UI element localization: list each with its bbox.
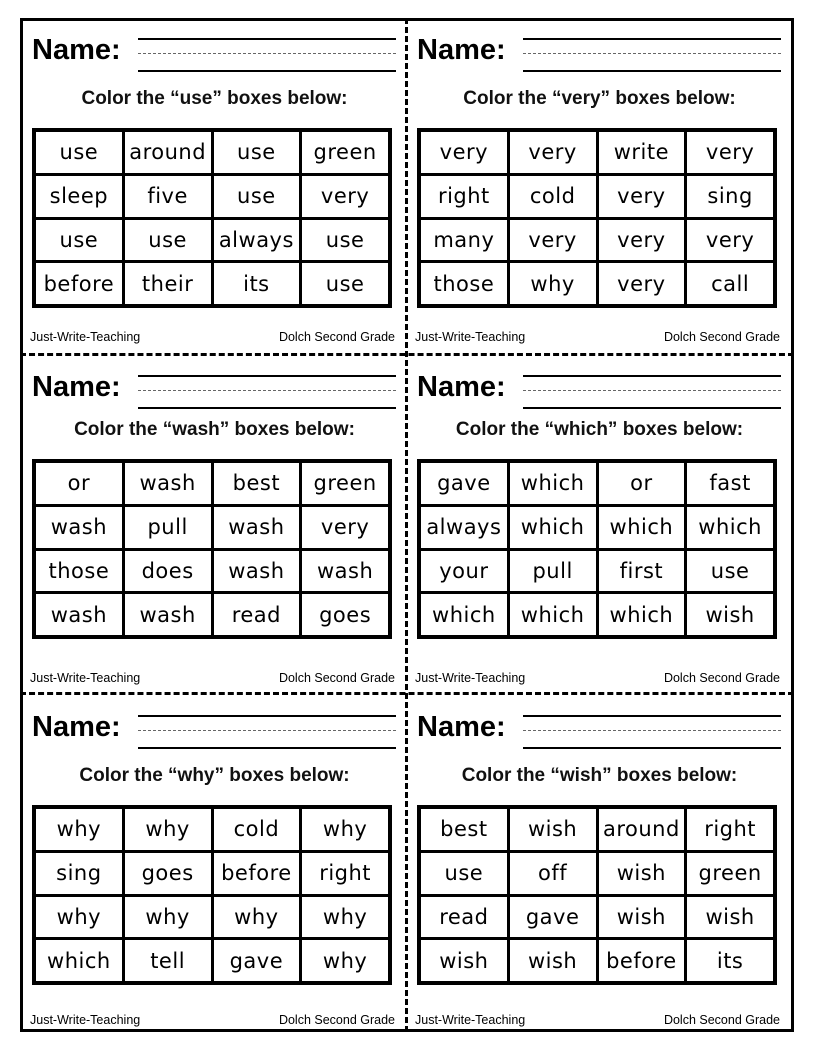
word-box[interactable]: use — [302, 263, 388, 304]
name-line-bottom — [523, 407, 781, 409]
word-box[interactable]: which — [687, 507, 773, 548]
name-label: Name: — [32, 711, 121, 743]
name-line-middle — [138, 730, 396, 731]
name-line-top — [523, 715, 781, 717]
word-box[interactable]: best — [421, 809, 507, 850]
word-box[interactable]: very — [510, 220, 596, 261]
word-box[interactable]: use — [421, 853, 507, 894]
instruction-text: Color the “which” boxes below: — [455, 419, 744, 440]
instruction-text: Color the “use” boxes below: — [81, 88, 348, 109]
word-box[interactable]: why — [214, 897, 300, 938]
name-label: Name: — [32, 371, 121, 403]
word-box[interactable]: very — [599, 176, 685, 217]
series-label: Dolch Second Grade — [663, 330, 780, 344]
word-box[interactable]: why — [302, 897, 388, 938]
publisher-label: Just-Write-Teaching — [415, 330, 526, 344]
word-box[interactable]: around — [125, 132, 211, 173]
publisher-label: Just-Write-Teaching — [30, 671, 141, 685]
word-box[interactable]: green — [687, 853, 773, 894]
name-line-middle — [523, 390, 781, 391]
word-box[interactable]: pull — [125, 507, 211, 548]
name-label: Name: — [417, 34, 506, 66]
word-box[interactable]: right — [302, 853, 388, 894]
word-box[interactable]: cold — [510, 176, 596, 217]
word-box[interactable]: wash — [214, 551, 300, 592]
word-box[interactable]: its — [214, 263, 300, 304]
word-box[interactable]: gave — [421, 463, 507, 504]
word-grid — [32, 459, 392, 639]
word-box[interactable]: before — [599, 940, 685, 981]
word-box[interactable]: your — [421, 551, 507, 592]
word-box[interactable]: wash — [214, 507, 300, 548]
word-box[interactable]: always — [214, 220, 300, 261]
worksheet-card-very — [407, 20, 792, 358]
word-box[interactable]: why — [125, 897, 211, 938]
series-label: Dolch Second Grade — [278, 671, 395, 685]
series-label: Dolch Second Grade — [663, 1013, 780, 1027]
word-grid — [32, 805, 392, 985]
word-box[interactable]: cold — [214, 809, 300, 850]
word-box[interactable]: use — [36, 220, 122, 261]
word-box[interactable]: or — [599, 463, 685, 504]
word-box[interactable]: wash — [36, 507, 122, 548]
word-box[interactable]: very — [687, 132, 773, 173]
word-box[interactable]: very — [302, 176, 388, 217]
instruction-text: Color the “very” boxes below: — [463, 88, 736, 109]
word-box[interactable]: wash — [125, 463, 211, 504]
word-box[interactable]: around — [599, 809, 685, 850]
name-line-top — [138, 375, 396, 377]
word-box[interactable]: why — [36, 897, 122, 938]
word-box[interactable]: why — [125, 809, 211, 850]
word-box[interactable]: use — [125, 220, 211, 261]
series-label: Dolch Second Grade — [278, 330, 395, 344]
word-box[interactable]: many — [421, 220, 507, 261]
word-box[interactable]: gave — [214, 940, 300, 981]
name-line-top — [138, 715, 396, 717]
word-box[interactable]: why — [302, 809, 388, 850]
worksheet-card-which — [407, 357, 792, 695]
word-box[interactable]: those — [421, 263, 507, 304]
word-box[interactable]: very — [687, 220, 773, 261]
word-box[interactable]: use — [36, 132, 122, 173]
name-line-bottom — [138, 747, 396, 749]
word-box[interactable]: very — [302, 507, 388, 548]
word-box[interactable]: off — [510, 853, 596, 894]
word-box[interactable]: wash — [125, 594, 211, 635]
word-box[interactable]: five — [125, 176, 211, 217]
name-line-top — [138, 38, 396, 40]
word-grid — [32, 128, 392, 308]
word-box[interactable]: goes — [125, 853, 211, 894]
instruction-text: Color the “wish” boxes below: — [461, 765, 738, 786]
word-box[interactable]: before — [36, 263, 122, 304]
word-box[interactable]: which — [510, 507, 596, 548]
name-line-middle — [138, 53, 396, 54]
word-box[interactable]: best — [214, 463, 300, 504]
word-box[interactable]: pull — [510, 551, 596, 592]
word-box[interactable]: which — [510, 594, 596, 635]
name-line-top — [523, 38, 781, 40]
word-box[interactable]: sleep — [36, 176, 122, 217]
instruction-text: Color the “why” boxes below: — [79, 765, 350, 786]
word-box[interactable]: right — [421, 176, 507, 217]
word-box[interactable]: sing — [36, 853, 122, 894]
word-box[interactable]: wish — [687, 594, 773, 635]
name-line-middle — [138, 390, 396, 391]
name-line-bottom — [138, 70, 396, 72]
word-box[interactable]: right — [687, 809, 773, 850]
worksheet-card-why — [22, 697, 407, 1035]
instruction-text: Color the “wash” boxes below: — [74, 419, 355, 440]
word-box[interactable]: wish — [599, 897, 685, 938]
word-box[interactable]: which — [599, 594, 685, 635]
name-line-top — [523, 375, 781, 377]
name-line-middle — [523, 730, 781, 731]
word-box[interactable]: wish — [510, 809, 596, 850]
word-box[interactable]: call — [687, 263, 773, 304]
worksheet-card-wish — [407, 697, 792, 1035]
word-box[interactable]: why — [36, 809, 122, 850]
word-box[interactable]: goes — [302, 594, 388, 635]
word-box[interactable]: those — [36, 551, 122, 592]
word-box[interactable]: very — [510, 132, 596, 173]
series-label: Dolch Second Grade — [663, 671, 780, 685]
word-box[interactable]: green — [302, 132, 388, 173]
word-box[interactable]: fast — [687, 463, 773, 504]
word-box[interactable]: its — [687, 940, 773, 981]
publisher-label: Just-Write-Teaching — [415, 1013, 526, 1027]
word-box[interactable]: green — [302, 463, 388, 504]
word-box[interactable]: which — [421, 594, 507, 635]
name-line-middle — [523, 53, 781, 54]
word-box[interactable]: why — [510, 263, 596, 304]
word-grid — [417, 128, 777, 308]
word-box[interactable]: very — [599, 263, 685, 304]
word-box[interactable]: which — [510, 463, 596, 504]
word-box[interactable]: wish — [510, 940, 596, 981]
word-box[interactable]: or — [36, 463, 122, 504]
word-box[interactable]: write — [599, 132, 685, 173]
word-box[interactable]: use — [687, 551, 773, 592]
word-grid — [417, 805, 777, 985]
word-box[interactable]: use — [214, 176, 300, 217]
name-label: Name: — [32, 34, 121, 66]
worksheet-card-wash — [22, 357, 407, 695]
word-box[interactable]: wash — [302, 551, 388, 592]
word-box[interactable]: wish — [421, 940, 507, 981]
name-line-bottom — [523, 747, 781, 749]
word-box[interactable]: wish — [599, 853, 685, 894]
word-box[interactable]: wash — [36, 594, 122, 635]
name-line-bottom — [523, 70, 781, 72]
word-grid — [417, 459, 777, 639]
word-box[interactable]: first — [599, 551, 685, 592]
word-box[interactable]: wish — [687, 897, 773, 938]
word-box[interactable]: sing — [687, 176, 773, 217]
word-box[interactable]: their — [125, 263, 211, 304]
series-label: Dolch Second Grade — [278, 1013, 395, 1027]
word-box[interactable]: gave — [510, 897, 596, 938]
name-label: Name: — [417, 711, 506, 743]
word-box[interactable]: use — [302, 220, 388, 261]
word-box[interactable]: before — [214, 853, 300, 894]
word-box[interactable]: does — [125, 551, 211, 592]
word-box[interactable]: read — [214, 594, 300, 635]
name-label: Name: — [417, 371, 506, 403]
word-box[interactable]: why — [302, 940, 388, 981]
word-box[interactable]: read — [421, 897, 507, 938]
publisher-label: Just-Write-Teaching — [30, 330, 141, 344]
worksheet-card-use — [22, 20, 407, 358]
publisher-label: Just-Write-Teaching — [415, 671, 526, 685]
name-line-bottom — [138, 407, 396, 409]
word-box[interactable]: very — [599, 220, 685, 261]
word-box[interactable]: which — [599, 507, 685, 548]
word-box[interactable]: use — [214, 132, 300, 173]
word-box[interactable]: very — [421, 132, 507, 173]
word-box[interactable]: which — [36, 940, 122, 981]
publisher-label: Just-Write-Teaching — [30, 1013, 141, 1027]
word-box[interactable]: tell — [125, 940, 211, 981]
word-box[interactable]: always — [421, 507, 507, 548]
